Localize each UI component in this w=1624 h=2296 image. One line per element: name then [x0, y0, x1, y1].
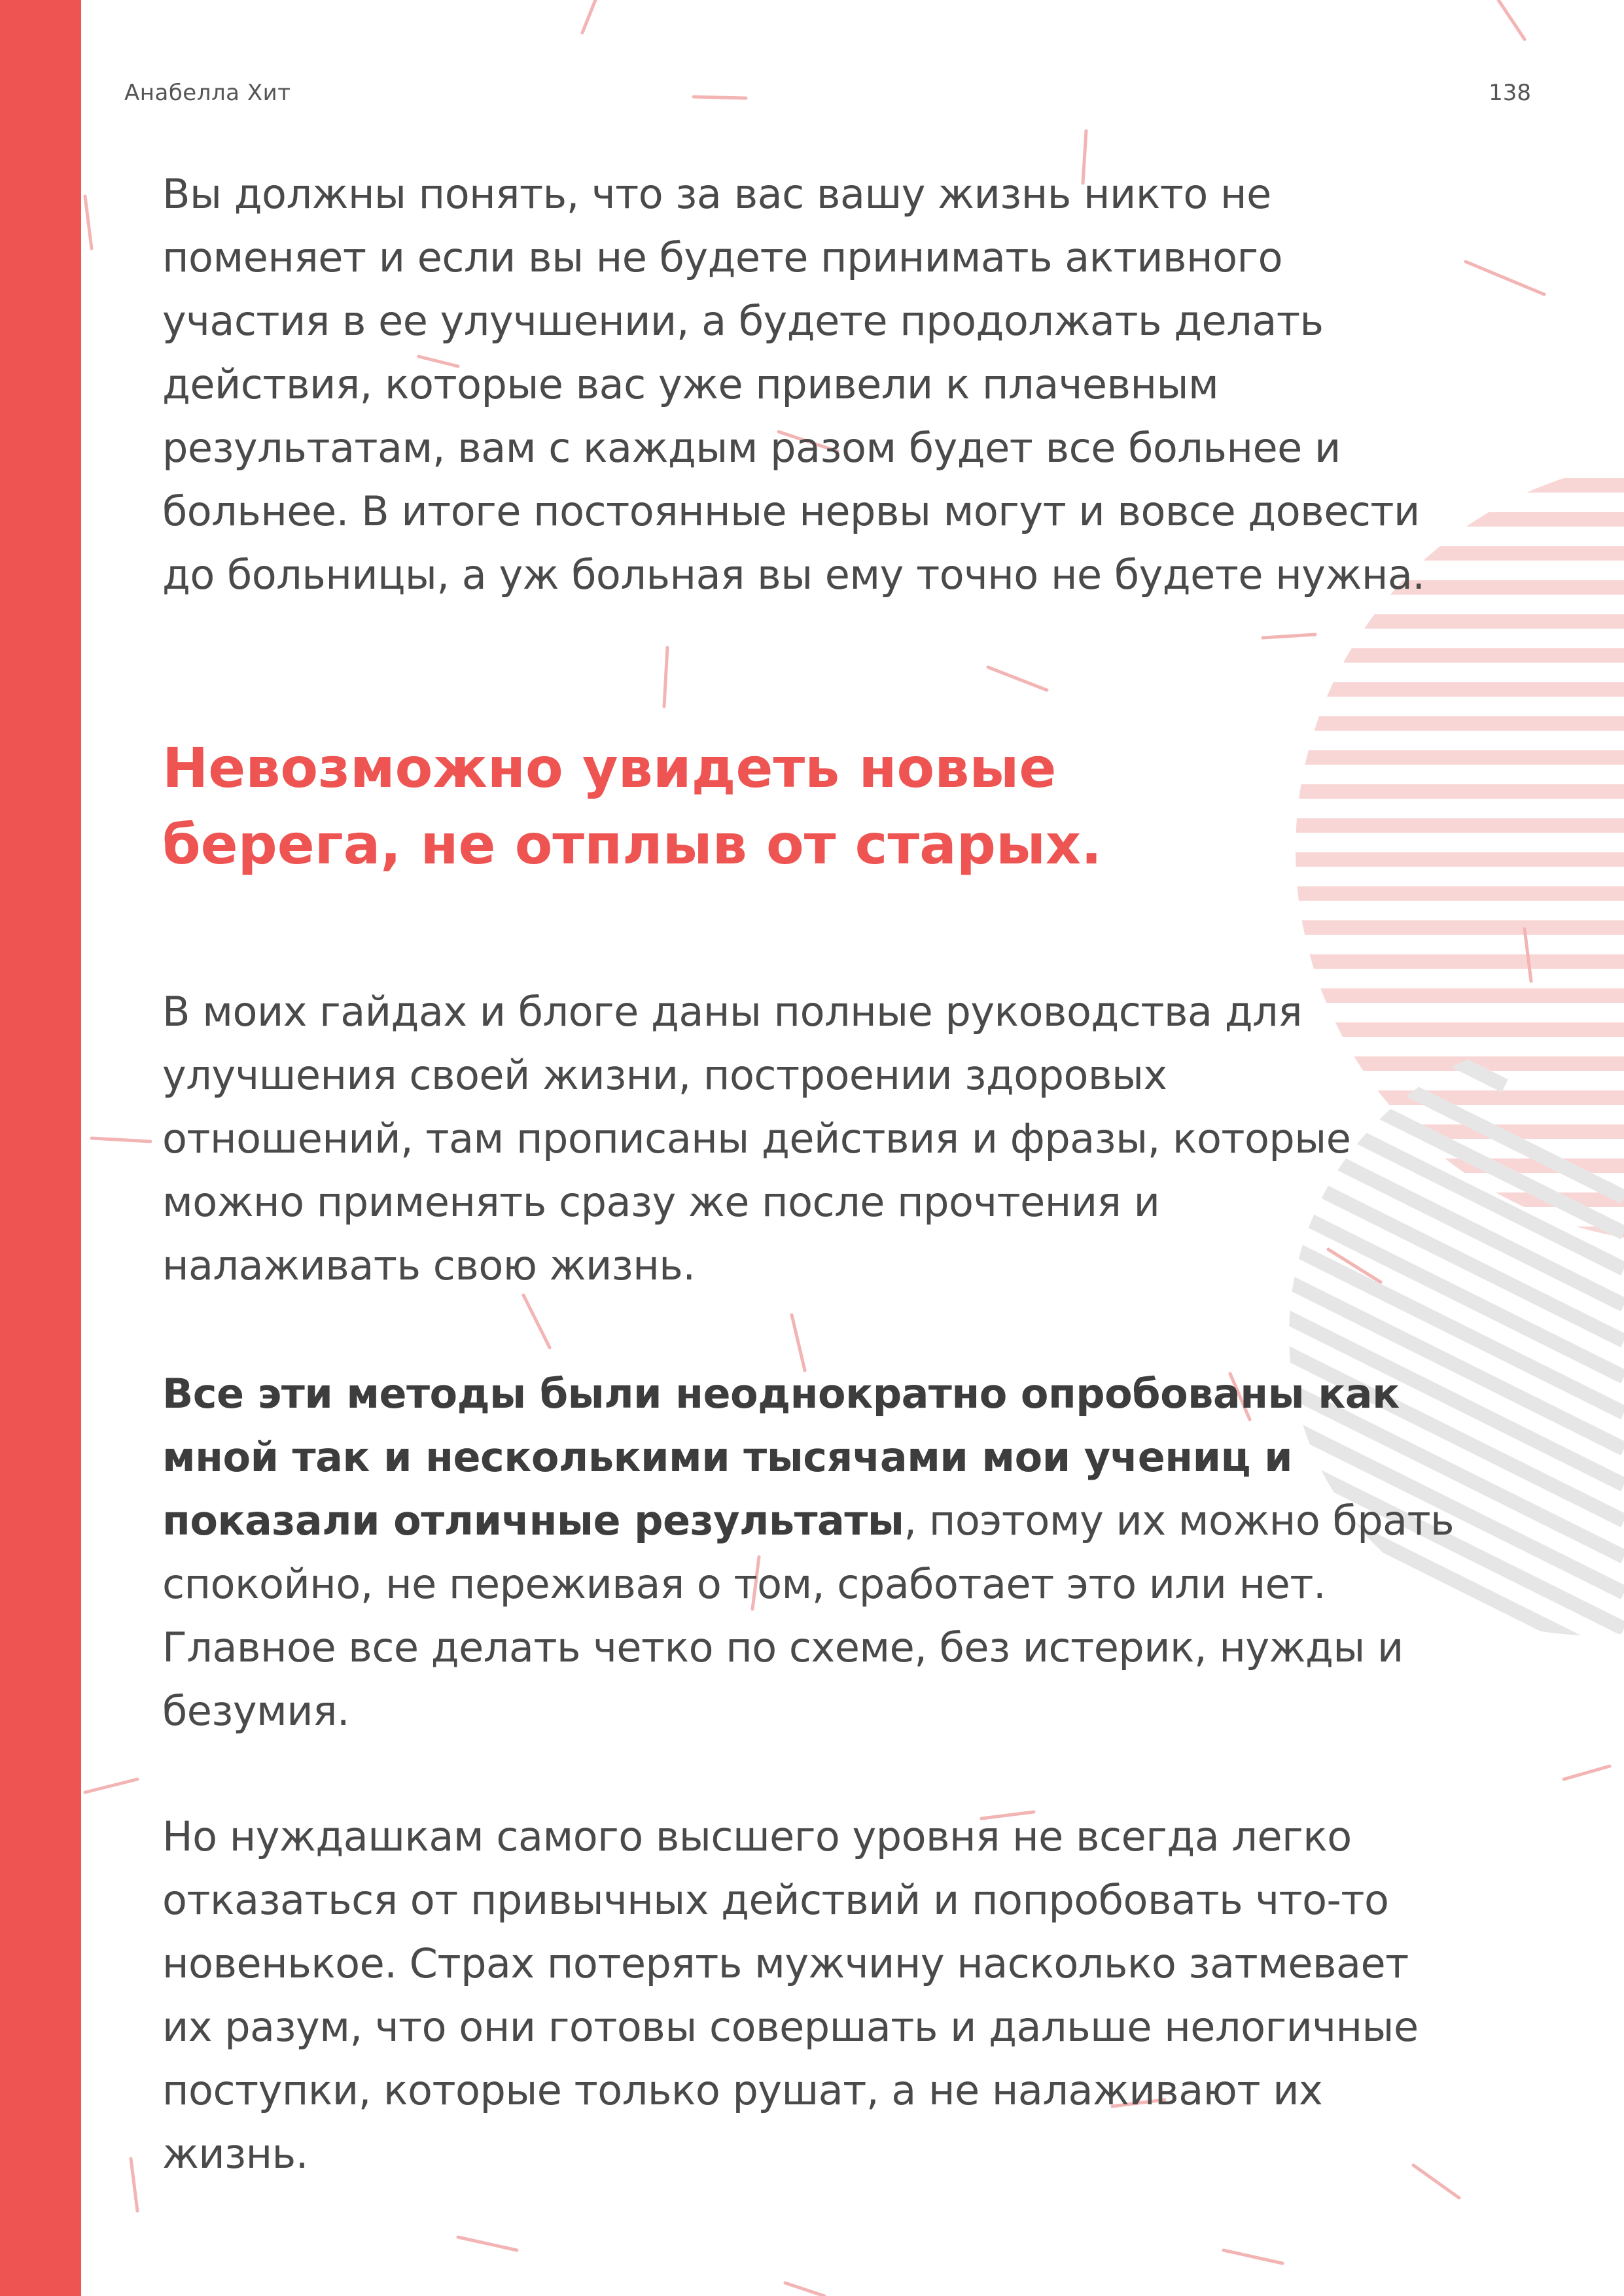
text-line: новенькое. Страх потерять мужчину насколько затмевает: [162, 1939, 1409, 1987]
text-line: можно применять сразу же после прочтения и: [162, 1178, 1160, 1226]
text-line: результатам, вам с каждым разом будет все больнее и: [162, 424, 1341, 472]
heading-line: берега, не отплыв от старых.: [162, 812, 1102, 877]
header-author: Анабелла Хит: [124, 80, 291, 106]
paragraph-4: [162, 1805, 1530, 2185]
text-line: Вы должны понять, что за вас вашу жизнь никто не: [162, 170, 1271, 218]
text-line: до больницы, а уж больная вы ему точно не будете нужна.: [162, 551, 1425, 599]
text-line: Но нуждашкам самого высшего уровня не всегда легко: [162, 1813, 1352, 1860]
text-line: действия, которые вас уже привели к плачевным: [162, 360, 1219, 408]
paragraph-2: [162, 980, 1530, 1297]
text-line: поступки, которые только рушат, а не налаживают их: [162, 2066, 1323, 2114]
text-line: В моих гайдах и блоге даны полные руководства для: [162, 988, 1302, 1035]
bold-text: Все эти методы были неоднократно опробованы как: [162, 1370, 1400, 1418]
heading-line: Невозможно увидеть новые: [162, 736, 1057, 800]
bold-text: показали отличные результаты: [162, 1497, 904, 1544]
bold-text: мной так и несколькими тысячами мои учениц и: [162, 1433, 1293, 1481]
text-line: их разум, что они готовы совершать и дальше нелогичные: [162, 2003, 1419, 2051]
paragraph-1: [162, 162, 1530, 606]
text-line: Главное все делать четко по схеме, без истерик, нужды и: [162, 1624, 1403, 1671]
text-line: налаживать свою жизнь.: [162, 1242, 696, 1289]
text-line: , поэтому их можно брать: [904, 1497, 1455, 1544]
text-line: отказаться от привычных действий и попробовать что-то: [162, 1876, 1389, 1924]
text-line: улучшения своей жизни, построении здоровых: [162, 1051, 1167, 1099]
text-line: жизнь.: [162, 2130, 308, 2178]
text-line: спокойно, не переживая о том, сработает это или нет.: [162, 1560, 1326, 1608]
quote-heading: [162, 730, 1530, 883]
page-number: 138: [1489, 80, 1531, 106]
text-line: больнее. В итоге постоянные нервы могут и вовсе довести: [162, 487, 1420, 535]
text-line: поменяет и если вы не будете принимать активного: [162, 234, 1283, 281]
text-line: безумия.: [162, 1687, 350, 1735]
text-line: отношений, там прописаны действия и фразы, которые: [162, 1115, 1351, 1162]
text-line: участия в ее улучшении, а будете продолжать делать: [162, 297, 1324, 345]
paragraph-3: [162, 1362, 1530, 1743]
